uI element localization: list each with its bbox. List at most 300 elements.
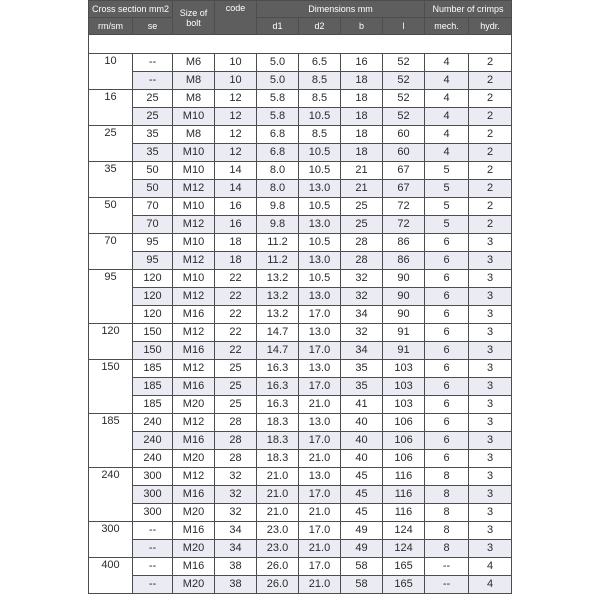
hydr-cell: 3 — [469, 306, 512, 324]
bolt-cell: M8 — [173, 72, 215, 90]
code-cell: 28 — [215, 432, 257, 450]
b-cell: 32 — [341, 288, 383, 306]
bolt-cell: M12 — [173, 252, 215, 270]
code-cell: 22 — [215, 306, 257, 324]
d2-cell: 13.0 — [299, 252, 341, 270]
bolt-cell: M16 — [173, 306, 215, 324]
se-cell: 50 — [133, 180, 173, 198]
cross-section-cell: 150 — [89, 360, 133, 414]
bolt-cell: M10 — [173, 144, 215, 162]
table-row — [89, 234, 512, 252]
table-row — [89, 324, 512, 342]
hydr-cell: 2 — [469, 54, 512, 72]
table-row — [89, 414, 512, 432]
b-cell: 21 — [341, 162, 383, 180]
se-cell: -- — [133, 72, 173, 90]
table-header — [89, 1, 512, 35]
b-cell: 49 — [341, 522, 383, 540]
l-cell: 72 — [383, 216, 425, 234]
se-cell: 300 — [133, 468, 173, 486]
hydr-cell: 2 — [469, 144, 512, 162]
header-d1: d1 — [257, 18, 299, 35]
se-cell: 240 — [133, 432, 173, 450]
header-dimensions: Dimensions mm — [257, 1, 425, 18]
code-cell: 25 — [215, 360, 257, 378]
l-cell: 60 — [383, 144, 425, 162]
l-cell: 52 — [383, 54, 425, 72]
se-cell: 35 — [133, 126, 173, 144]
se-cell: 240 — [133, 450, 173, 468]
bolt-cell: M12 — [173, 468, 215, 486]
code-cell: 22 — [215, 324, 257, 342]
l-cell: 67 — [383, 162, 425, 180]
b-cell: 45 — [341, 468, 383, 486]
cross-section-cell: 10 — [89, 54, 133, 90]
code-cell: 12 — [215, 108, 257, 126]
b-cell: 18 — [341, 126, 383, 144]
b-cell: 34 — [341, 306, 383, 324]
d2-cell: 17.0 — [299, 342, 341, 360]
hydr-cell: 3 — [469, 252, 512, 270]
l-cell: 116 — [383, 486, 425, 504]
b-cell: 34 — [341, 342, 383, 360]
mech-cell: 6 — [425, 288, 469, 306]
hydr-cell: 3 — [469, 432, 512, 450]
table-row — [89, 162, 512, 180]
header-size-of-bolt: Size of bolt — [173, 1, 215, 35]
hydr-cell: 3 — [469, 234, 512, 252]
table-row — [89, 306, 512, 324]
hydr-cell: 3 — [469, 324, 512, 342]
mech-cell: 6 — [425, 450, 469, 468]
bolt-cell: M10 — [173, 162, 215, 180]
d2-cell: 8.5 — [299, 90, 341, 108]
header-l: l — [383, 18, 425, 35]
d1-cell: 16.3 — [257, 396, 299, 414]
l-cell: 52 — [383, 108, 425, 126]
l-cell: 124 — [383, 522, 425, 540]
b-cell: 49 — [341, 540, 383, 558]
d1-cell: 14.7 — [257, 342, 299, 360]
hydr-cell: 2 — [469, 72, 512, 90]
l-cell: 103 — [383, 396, 425, 414]
mech-cell: 6 — [425, 414, 469, 432]
table-row — [89, 144, 512, 162]
code-cell: 25 — [215, 396, 257, 414]
d1-cell: 14.7 — [257, 324, 299, 342]
bolt-cell: M16 — [173, 432, 215, 450]
d2-cell: 8.5 — [299, 72, 341, 90]
b-cell: 16 — [341, 54, 383, 72]
d1-cell: 21.0 — [257, 468, 299, 486]
d1-cell: 13.2 — [257, 306, 299, 324]
d2-cell: 13.0 — [299, 414, 341, 432]
d2-cell: 17.0 — [299, 378, 341, 396]
bolt-cell: M12 — [173, 360, 215, 378]
hydr-cell: 3 — [469, 414, 512, 432]
l-cell: 116 — [383, 468, 425, 486]
hydr-cell: 3 — [469, 396, 512, 414]
blank-row — [89, 35, 512, 54]
header-mech: mech. — [425, 18, 469, 35]
cross-section-cell: 185 — [89, 414, 133, 468]
mech-cell: 8 — [425, 504, 469, 522]
d1-cell: 16.3 — [257, 378, 299, 396]
b-cell: 21 — [341, 180, 383, 198]
b-cell: 18 — [341, 72, 383, 90]
bolt-cell: M12 — [173, 180, 215, 198]
cross-section-cell: 35 — [89, 162, 133, 198]
hydr-cell: 3 — [469, 468, 512, 486]
mech-cell: 6 — [425, 252, 469, 270]
table-row — [89, 432, 512, 450]
d2-cell: 21.0 — [299, 540, 341, 558]
b-cell: 28 — [341, 252, 383, 270]
header-hydr: hydr. — [469, 18, 512, 35]
hydr-cell: 2 — [469, 108, 512, 126]
se-cell: 300 — [133, 504, 173, 522]
se-cell: -- — [133, 576, 173, 594]
code-cell: 14 — [215, 180, 257, 198]
code-cell: 12 — [215, 90, 257, 108]
blank-cell — [89, 35, 512, 54]
d2-cell: 13.0 — [299, 180, 341, 198]
code-cell: 14 — [215, 162, 257, 180]
d1-cell: 13.2 — [257, 270, 299, 288]
b-cell: 28 — [341, 234, 383, 252]
d2-cell: 17.0 — [299, 486, 341, 504]
l-cell: 165 — [383, 576, 425, 594]
code-cell: 22 — [215, 288, 257, 306]
mech-cell: 5 — [425, 198, 469, 216]
mech-cell: 5 — [425, 216, 469, 234]
table-row — [89, 54, 512, 72]
bolt-cell: M8 — [173, 90, 215, 108]
mech-cell: 5 — [425, 162, 469, 180]
d1-cell: 6.8 — [257, 144, 299, 162]
d2-cell: 13.0 — [299, 288, 341, 306]
d1-cell: 18.3 — [257, 432, 299, 450]
d1-cell: 5.8 — [257, 90, 299, 108]
table-row — [89, 108, 512, 126]
bolt-cell: M8 — [173, 126, 215, 144]
d2-cell: 21.0 — [299, 396, 341, 414]
bolt-cell: M20 — [173, 576, 215, 594]
bolt-cell: M6 — [173, 54, 215, 72]
l-cell: 72 — [383, 198, 425, 216]
l-cell: 103 — [383, 378, 425, 396]
bolt-cell: M10 — [173, 198, 215, 216]
d2-cell: 10.5 — [299, 162, 341, 180]
l-cell: 124 — [383, 540, 425, 558]
l-cell: 52 — [383, 72, 425, 90]
table-row — [89, 468, 512, 486]
se-cell: 300 — [133, 486, 173, 504]
d1-cell: 8.0 — [257, 180, 299, 198]
d1-cell: 11.2 — [257, 252, 299, 270]
code-cell: 38 — [215, 576, 257, 594]
d1-cell: 18.3 — [257, 414, 299, 432]
mech-cell: 8 — [425, 540, 469, 558]
code-cell: 16 — [215, 198, 257, 216]
b-cell: 18 — [341, 108, 383, 126]
d2-cell: 10.5 — [299, 234, 341, 252]
cross-section-cell: 16 — [89, 90, 133, 126]
header-number-of-crimps: Number of crimps — [425, 1, 512, 18]
b-cell: 40 — [341, 450, 383, 468]
se-cell: 120 — [133, 306, 173, 324]
bolt-cell: M20 — [173, 450, 215, 468]
b-cell: 45 — [341, 486, 383, 504]
bolt-cell: M16 — [173, 486, 215, 504]
se-cell: 150 — [133, 324, 173, 342]
mech-cell: 6 — [425, 342, 469, 360]
cross-section-cell: 25 — [89, 126, 133, 162]
mech-cell: 8 — [425, 468, 469, 486]
se-cell: 70 — [133, 216, 173, 234]
table-row — [89, 126, 512, 144]
cross-section-cell: 70 — [89, 234, 133, 270]
b-cell: 40 — [341, 432, 383, 450]
d2-cell: 10.5 — [299, 270, 341, 288]
table-body — [89, 35, 512, 594]
code-cell: 16 — [215, 216, 257, 234]
b-cell: 32 — [341, 324, 383, 342]
d2-cell: 13.0 — [299, 360, 341, 378]
d1-cell: 8.0 — [257, 162, 299, 180]
d2-cell: 13.0 — [299, 468, 341, 486]
se-cell: 25 — [133, 108, 173, 126]
header-code: code — [215, 1, 257, 35]
b-cell: 18 — [341, 144, 383, 162]
d1-cell: 9.8 — [257, 198, 299, 216]
bolt-cell: M16 — [173, 558, 215, 576]
code-cell: 10 — [215, 54, 257, 72]
hydr-cell: 3 — [469, 504, 512, 522]
bolt-cell: M20 — [173, 504, 215, 522]
code-cell: 32 — [215, 486, 257, 504]
table-row — [89, 504, 512, 522]
se-cell: 240 — [133, 414, 173, 432]
mech-cell: 4 — [425, 54, 469, 72]
se-cell: 185 — [133, 396, 173, 414]
b-cell: 58 — [341, 558, 383, 576]
table-row — [89, 486, 512, 504]
se-cell: 50 — [133, 162, 173, 180]
table-row — [89, 342, 512, 360]
code-cell: 10 — [215, 72, 257, 90]
d1-cell: 5.8 — [257, 108, 299, 126]
code-cell: 18 — [215, 252, 257, 270]
d1-cell: 6.8 — [257, 126, 299, 144]
cross-section-cell: 120 — [89, 324, 133, 360]
se-cell: 70 — [133, 198, 173, 216]
table-row — [89, 216, 512, 234]
mech-cell: 4 — [425, 126, 469, 144]
l-cell: 116 — [383, 504, 425, 522]
l-cell: 91 — [383, 324, 425, 342]
se-cell: 120 — [133, 270, 173, 288]
se-cell: 95 — [133, 252, 173, 270]
table-row — [89, 90, 512, 108]
l-cell: 90 — [383, 288, 425, 306]
hydr-cell: 3 — [469, 288, 512, 306]
header-se: se — [133, 18, 173, 35]
cross-section-cell: 400 — [89, 558, 133, 594]
code-cell: 25 — [215, 378, 257, 396]
cross-section-cell: 95 — [89, 270, 133, 324]
bolt-cell: M16 — [173, 378, 215, 396]
cross-section-cell: 240 — [89, 468, 133, 522]
b-cell: 18 — [341, 90, 383, 108]
table-row — [89, 396, 512, 414]
d2-cell: 17.0 — [299, 522, 341, 540]
mech-cell: 4 — [425, 108, 469, 126]
l-cell: 86 — [383, 234, 425, 252]
mech-cell: 6 — [425, 378, 469, 396]
crimp-specification-sheet — [88, 0, 511, 594]
hydr-cell: 3 — [469, 540, 512, 558]
mech-cell: -- — [425, 576, 469, 594]
d2-cell: 17.0 — [299, 432, 341, 450]
hydr-cell: 3 — [469, 360, 512, 378]
se-cell: 150 — [133, 342, 173, 360]
b-cell: 35 — [341, 360, 383, 378]
se-cell: 35 — [133, 144, 173, 162]
hydr-cell: 3 — [469, 450, 512, 468]
hydr-cell: 3 — [469, 378, 512, 396]
se-cell: -- — [133, 558, 173, 576]
bolt-cell: M16 — [173, 522, 215, 540]
code-cell: 12 — [215, 144, 257, 162]
bolt-cell: M12 — [173, 216, 215, 234]
l-cell: 165 — [383, 558, 425, 576]
l-cell: 106 — [383, 450, 425, 468]
d2-cell: 10.5 — [299, 198, 341, 216]
code-cell: 22 — [215, 270, 257, 288]
b-cell: 32 — [341, 270, 383, 288]
d1-cell: 23.0 — [257, 540, 299, 558]
mech-cell: 6 — [425, 360, 469, 378]
l-cell: 91 — [383, 342, 425, 360]
b-cell: 25 — [341, 216, 383, 234]
se-cell: -- — [133, 522, 173, 540]
table-row — [89, 450, 512, 468]
b-cell: 35 — [341, 378, 383, 396]
header-rm-sm: rm/sm — [89, 18, 133, 35]
mech-cell: 8 — [425, 486, 469, 504]
table-row — [89, 378, 512, 396]
mech-cell: 6 — [425, 324, 469, 342]
l-cell: 52 — [383, 90, 425, 108]
code-cell: 34 — [215, 540, 257, 558]
hydr-cell: 2 — [469, 216, 512, 234]
d1-cell: 5.0 — [257, 72, 299, 90]
hydr-cell: 4 — [469, 576, 512, 594]
mech-cell: 6 — [425, 270, 469, 288]
d1-cell: 23.0 — [257, 522, 299, 540]
l-cell: 60 — [383, 126, 425, 144]
d1-cell: 11.2 — [257, 234, 299, 252]
table-row — [89, 288, 512, 306]
mech-cell: 6 — [425, 432, 469, 450]
code-cell: 28 — [215, 414, 257, 432]
b-cell: 58 — [341, 576, 383, 594]
hydr-cell: 3 — [469, 486, 512, 504]
d2-cell: 13.0 — [299, 216, 341, 234]
l-cell: 106 — [383, 432, 425, 450]
mech-cell: -- — [425, 558, 469, 576]
d2-cell: 17.0 — [299, 306, 341, 324]
bolt-cell: M16 — [173, 342, 215, 360]
mech-cell: 6 — [425, 396, 469, 414]
d2-cell: 13.0 — [299, 324, 341, 342]
se-cell: 185 — [133, 378, 173, 396]
se-cell: 95 — [133, 234, 173, 252]
d2-cell: 6.5 — [299, 54, 341, 72]
cross-section-cell: 300 — [89, 522, 133, 558]
bolt-cell: M10 — [173, 234, 215, 252]
code-cell: 34 — [215, 522, 257, 540]
hydr-cell: 3 — [469, 270, 512, 288]
table-row — [89, 576, 512, 594]
d1-cell: 26.0 — [257, 558, 299, 576]
table-row — [89, 360, 512, 378]
l-cell: 90 — [383, 306, 425, 324]
table-row — [89, 72, 512, 90]
d2-cell: 8.5 — [299, 126, 341, 144]
l-cell: 106 — [383, 414, 425, 432]
se-cell: 185 — [133, 360, 173, 378]
d1-cell: 5.0 — [257, 54, 299, 72]
header-cross-section: Cross section mm2 — [89, 1, 173, 18]
b-cell: 41 — [341, 396, 383, 414]
mech-cell: 4 — [425, 90, 469, 108]
d1-cell: 13.2 — [257, 288, 299, 306]
se-cell: -- — [133, 54, 173, 72]
mech-cell: 4 — [425, 144, 469, 162]
d1-cell: 9.8 — [257, 216, 299, 234]
mech-cell: 4 — [425, 72, 469, 90]
l-cell: 67 — [383, 180, 425, 198]
header-d2: d2 — [299, 18, 341, 35]
bolt-cell: M12 — [173, 288, 215, 306]
code-cell: 38 — [215, 558, 257, 576]
code-cell: 22 — [215, 342, 257, 360]
code-cell: 32 — [215, 504, 257, 522]
table-row — [89, 180, 512, 198]
hydr-cell: 4 — [469, 558, 512, 576]
se-cell: -- — [133, 540, 173, 558]
bolt-cell: M12 — [173, 324, 215, 342]
table-row — [89, 540, 512, 558]
bolt-cell: M20 — [173, 396, 215, 414]
table-row — [89, 252, 512, 270]
mech-cell: 5 — [425, 180, 469, 198]
hydr-cell: 2 — [469, 162, 512, 180]
hydr-cell: 2 — [469, 126, 512, 144]
hydr-cell: 2 — [469, 198, 512, 216]
d2-cell: 21.0 — [299, 450, 341, 468]
bolt-cell: M12 — [173, 414, 215, 432]
hydr-cell: 2 — [469, 180, 512, 198]
table-row — [89, 270, 512, 288]
d2-cell: 10.5 — [299, 144, 341, 162]
code-cell: 32 — [215, 468, 257, 486]
d2-cell: 17.0 — [299, 558, 341, 576]
bolt-cell: M10 — [173, 270, 215, 288]
table-row — [89, 522, 512, 540]
